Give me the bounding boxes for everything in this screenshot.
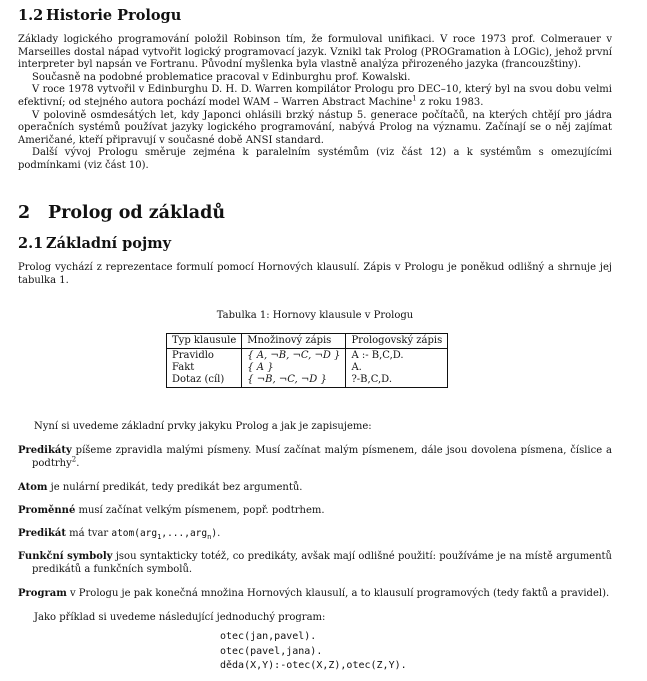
definition-term: Funkční symboly <box>18 551 113 562</box>
table-header-cell: Prologovský zápis <box>346 334 448 349</box>
table-header-cell: Typ klausule <box>167 334 242 349</box>
horn-clause-table <box>166 333 448 388</box>
definition-term: Predikáty <box>18 445 72 456</box>
section-heading-2 <box>18 203 612 223</box>
code-line: otec(jan,pavel). <box>220 631 317 642</box>
definition-text: píšeme zpravidla malými písmeny. Musí začínat malým písmenem, dále jsou dovolena písmena, číslice a podtrhy <box>32 445 612 469</box>
definition-end: . <box>76 457 80 469</box>
table-header-cell: Množinový zápis <box>242 334 346 349</box>
table-cell: Fakt <box>172 362 195 373</box>
definition-term: Program <box>18 588 67 599</box>
definition-atom <box>18 482 612 495</box>
history-paragraph-3-text: V roce 1978 vytvořil v Edinburghu D. H. D. Warren kompilátor Prologu pro DEC–10, který byl na svou dobu velmi efektivní; od stejného autora pochází model WAM – Warren Abstract Machine <box>18 84 612 108</box>
prolog-code-block <box>220 630 407 674</box>
table-column-type <box>167 349 242 388</box>
section-number: 1.2 <box>18 7 44 24</box>
subscript: n <box>207 532 212 541</box>
table-cell: A. <box>351 362 362 373</box>
history-paragraph-4: V polovině osmdesátých let, kdy Japonci ohlásili brzký nástup 5. generace počítačů, na kterých chtějí pro jádra operačních systémů používat jazyky logického programování, nabývá Prolog na významu. Začínají se o něj zajímat Američané, kteří připravují v současné době ANSI standard. <box>18 109 612 146</box>
code-line: otec(pavel,jana). <box>220 645 323 657</box>
table-caption: Tabulka 1: Hornovy klausule v Prologu <box>216 310 414 321</box>
definition-term: Predikát <box>18 528 66 539</box>
history-text <box>18 34 612 173</box>
elements-intro: Nyní si uvedeme základní prvky jakyku Prolog a jak je zapisujeme: <box>34 421 372 432</box>
definition-end: . <box>217 528 221 539</box>
table-cell: Pravidlo <box>172 350 214 361</box>
section-title: Základní pojmy <box>46 235 171 252</box>
section-heading-1-2 <box>18 7 612 24</box>
footnote-marker-2: 2 <box>71 455 77 464</box>
section-title: Prolog od základů <box>48 203 226 223</box>
section-heading-2-1 <box>18 235 612 252</box>
code-fragment: ) <box>211 528 218 539</box>
section-number: 2.1 <box>18 235 44 252</box>
definition-text: musí začínat velkým písmenem, popř. podtrhem. <box>75 505 325 516</box>
history-paragraph-2: Současně na podobné problematice pracoval v Edinburghu prof. Kowalski. <box>32 71 411 83</box>
code-fragment: ,...,arg <box>161 528 208 539</box>
history-paragraph-3-end: z roku 1983. <box>416 96 484 108</box>
table-row <box>167 349 448 388</box>
table-column-set-notation <box>242 349 346 388</box>
definition-text: má tvar <box>65 528 112 539</box>
definition-text: jsou syntakticky totéž, co predikáty, avšak mají odlišné použití: používáme je na místě argumentů predikátů a funkčních symbolů. <box>32 551 612 575</box>
table-cell: ?-B,C,D. <box>351 374 393 385</box>
table-header-row <box>167 334 448 349</box>
section-number: 2 <box>18 203 31 223</box>
footnote-marker-1: 1 <box>412 94 417 103</box>
history-paragraph-5: Další vývoj Prologu směruje zejména k paralelním systémům (viz část 12) a k systémům s omezujícími podmínkami (viz část 10). <box>18 147 612 171</box>
definition-program <box>18 588 612 601</box>
definition-funkcni-symboly <box>18 551 612 576</box>
basic-concepts-intro: Prolog vychází z reprezentace formulí pomocí Hornových klausulí. Zápis v Prologu je poněkud odlišný a shrnuje jej tabulka 1. <box>18 262 612 286</box>
definition-term: Proměnné <box>18 505 76 516</box>
code-fragment: atom(arg <box>111 528 158 539</box>
history-paragraph-1: Základy logického programování položil Robinson tím, že formuloval unifikaci. V roce 1973 prof. Colmerauer v Marseilles dostal nápad vytvořit logický programovací jazyk. Vznikl tak Prolog (PROGramation à LOGic), jehož první interpreter byl napsán ve Fortranu. Původní myšlenka byla vlastně analýza přirozeného jazyka (francouzštiny). <box>18 34 612 71</box>
definition-text: v Prologu je pak konečná množina Hornových klausulí, a to klausulí programových (tedy faktů a pravidel). <box>66 588 610 599</box>
code-line: děda(X,Y):-otec(X,Z),otec(Z,Y). <box>220 660 407 671</box>
definition-text: je nulární predikát, tedy predikát bez argumentů. <box>47 482 303 493</box>
table-cell: A :- B,C,D. <box>351 350 404 361</box>
subscript: 1 <box>157 532 162 541</box>
section-title: Historie Prologu <box>46 7 182 24</box>
table-column-prolog-notation <box>346 349 448 388</box>
history-paragraph-3 <box>18 84 612 109</box>
table-cell: { ¬B, ¬C, ¬D } <box>247 374 327 385</box>
example-intro: Jako příklad si uvedeme následující jednoduchý program: <box>34 612 326 623</box>
table-cell: { A } <box>247 362 274 373</box>
definition-predikaty <box>18 445 612 470</box>
table-cell: Dotaz (cíl) <box>172 374 225 385</box>
definition-term: Atom <box>18 482 48 493</box>
predicate-form-code <box>111 528 217 539</box>
table-cell: { A, ¬B, ¬C, ¬D } <box>247 350 341 361</box>
definition-promenne <box>18 505 612 518</box>
definition-predikat <box>18 528 612 541</box>
